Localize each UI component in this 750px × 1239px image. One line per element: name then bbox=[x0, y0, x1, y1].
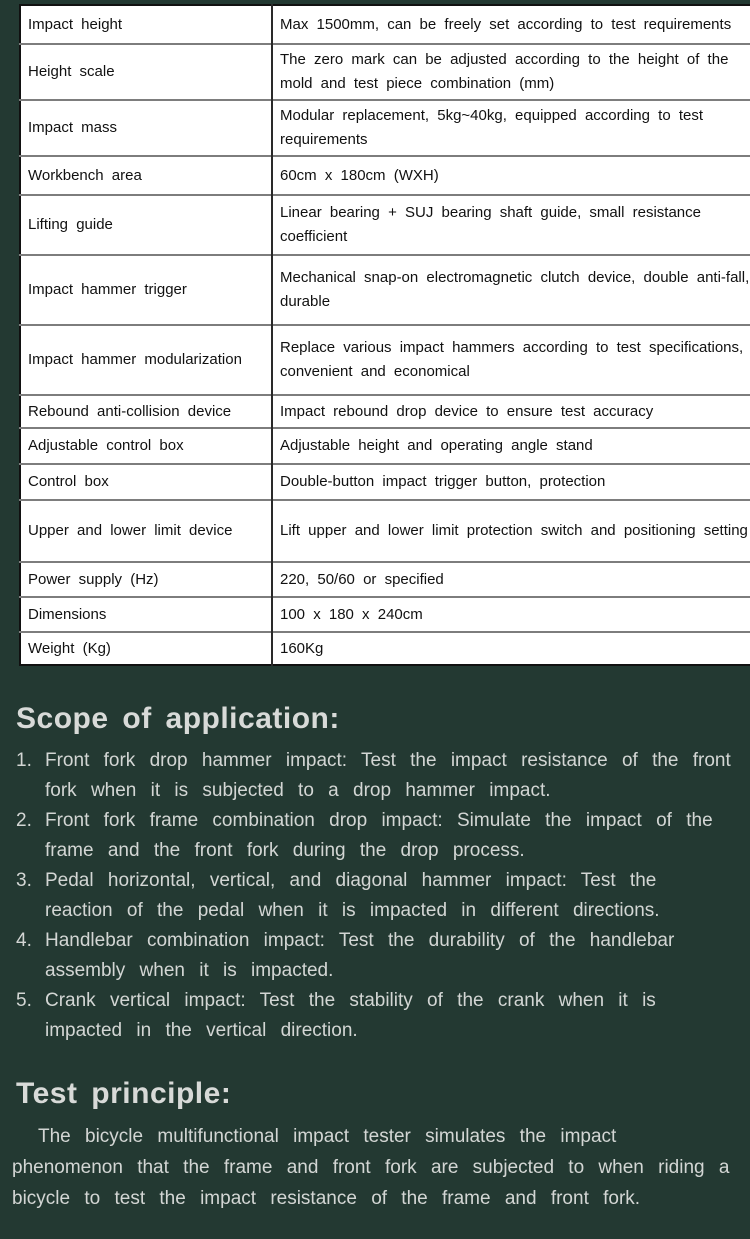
spec-label: Impact height bbox=[20, 5, 272, 44]
spec-value: Lift upper and lower limit protection switch and positioning setting bbox=[272, 500, 750, 562]
scope-list-item bbox=[16, 926, 736, 986]
test-principle-heading: Test principle: bbox=[16, 1077, 232, 1110]
spec-value: Max 1500mm, can be freely set according to test requirements bbox=[280, 15, 732, 33]
spec-row-upper-lower-limit bbox=[20, 500, 750, 562]
spec-row-lifting-guide bbox=[20, 195, 750, 255]
spec-table bbox=[19, 4, 750, 666]
item-text: Crank vertical impact: Test the stability of the crank when it is impacted in the vertical direction. bbox=[45, 990, 656, 1041]
spec-value: 60cm x 180cm (WXH) bbox=[272, 156, 750, 195]
spec-row-impact-height bbox=[20, 5, 750, 44]
spec-row-workbench-area bbox=[20, 156, 750, 195]
spec-label: Workbench area bbox=[20, 156, 272, 195]
spec-value: Adjustable height and operating angle stand bbox=[272, 428, 750, 464]
item-number: 3. bbox=[16, 870, 32, 891]
spec-value: 220, 50/60 or specified bbox=[272, 562, 750, 597]
test-principle-paragraph: The bicycle multifunctional impact tester simulates the impact phenomenon that the frame and front fork are subjected to when riding a bicycle to test the impact resistance of the frame and front fork. bbox=[12, 1126, 730, 1209]
item-text: Front fork frame combination drop impact: Simulate the impact of the frame and the front fork during the drop process. bbox=[45, 810, 713, 861]
spec-table-container bbox=[19, 4, 750, 666]
scope-list bbox=[16, 746, 736, 1046]
lower-content bbox=[0, 663, 750, 1214]
item-text: Front fork drop hammer impact: Test the impact resistance of the front fork when it is subjected to a drop hammer impact. bbox=[45, 750, 731, 801]
spec-value: Double-button impact trigger button, protection bbox=[272, 464, 750, 500]
spec-row-rebound-anti-collision bbox=[20, 395, 750, 428]
spec-row-weight bbox=[20, 632, 750, 665]
spec-label: Control box bbox=[20, 464, 272, 500]
spec-label: Adjustable control box bbox=[20, 428, 272, 464]
spec-row-height-scale bbox=[20, 44, 750, 100]
spec-row-impact-hammer-trigger bbox=[20, 255, 750, 325]
spec-value: Modular replacement, 5kg~40kg, equipped according to test requirements bbox=[272, 100, 750, 156]
spec-label: Lifting guide bbox=[20, 195, 272, 255]
spec-label: Dimensions bbox=[20, 597, 272, 632]
spec-label: Height scale bbox=[20, 44, 272, 100]
scope-of-application-heading: Scope of application: bbox=[16, 702, 340, 735]
spec-row-impact-mass bbox=[20, 100, 750, 156]
item-text: Pedal horizontal, vertical, and diagonal hammer impact: Test the reaction of the pedal when it is impacted in different directions. bbox=[45, 870, 660, 921]
scope-list-item bbox=[16, 806, 736, 866]
item-text: Handlebar combination impact: Test the durability of the handlebar assembly when it is impacted. bbox=[45, 930, 675, 981]
spec-value: 160Kg bbox=[272, 632, 750, 665]
spec-label: Power supply (Hz) bbox=[20, 562, 272, 597]
spec-value: Mechanical snap-on electromagnetic clutch device, double anti-fall, durable bbox=[272, 255, 750, 325]
spec-value: The zero mark can be adjusted according to the height of the mold and test piece combination (mm) bbox=[272, 44, 750, 100]
spec-row-control-box bbox=[20, 464, 750, 500]
spec-value: Replace various impact hammers according to test specifications, convenient and economical bbox=[272, 325, 750, 395]
item-number: 5. bbox=[16, 990, 32, 1011]
scope-list-item bbox=[16, 746, 736, 806]
item-number: 1. bbox=[16, 750, 32, 771]
spec-label: Impact hammer trigger bbox=[20, 255, 272, 325]
spec-value: 100 x 180 x 240cm bbox=[272, 597, 750, 632]
spec-row-adjustable-control-box bbox=[20, 428, 750, 464]
spec-label: Impact hammer modularization bbox=[20, 325, 272, 395]
scope-list-item bbox=[16, 866, 736, 926]
item-number: 4. bbox=[16, 930, 32, 951]
spec-label: Weight (Kg) bbox=[20, 632, 272, 665]
spec-value: Linear bearing + SUJ bearing shaft guide, small resistance coefficient bbox=[272, 195, 750, 255]
scope-list-item bbox=[16, 986, 736, 1046]
spec-label: Impact mass bbox=[20, 100, 272, 156]
spec-row-impact-hammer-modularization bbox=[20, 325, 750, 395]
spec-row-power-supply bbox=[20, 562, 750, 597]
spec-label: Upper and lower limit device bbox=[20, 500, 272, 562]
spec-label: Rebound anti-collision device bbox=[20, 395, 272, 428]
spec-value: Impact rebound drop device to ensure test accuracy bbox=[272, 395, 750, 428]
spec-row-dimensions bbox=[20, 597, 750, 632]
item-number: 2. bbox=[16, 810, 32, 831]
